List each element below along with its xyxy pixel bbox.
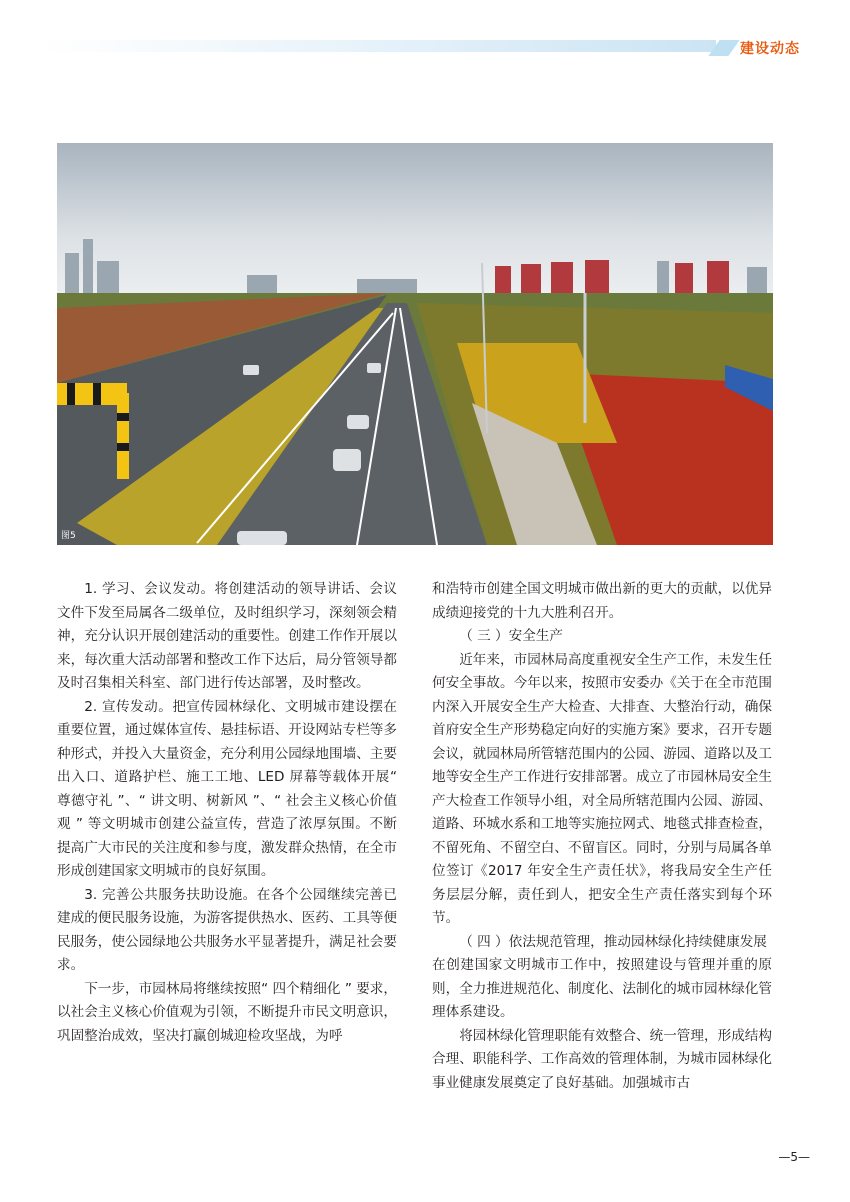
left-column (57, 578, 397, 1048)
paragraph-law: 在创建国家文明城市工作中，按照建设与管理并重的原则，全力推进规范化、制度化、法制化的城市园林绿化管理体系建设。 (432, 957, 772, 1020)
paragraph-management: 将园林绿化管理职能有效整合、统一管理，形成结构合理、职能科学、工作高效的管理体制，为城市园林绿化事业健康发展奠定了良好基础。加强城市古 (432, 1027, 772, 1091)
paragraph-next-step: 下一步，市园林局将继续按照“ 四个精细化 ” 要求，以社会主义核心价值观为引领，不断提升市民文明意识，巩固整治成效，坚决打赢创城迎检攻坚战，为呼 (57, 980, 397, 1044)
heading-law: （ 四 ）依法规范管理，推动园林绿化持续健康发展 (459, 933, 767, 950)
paragraph-continuation: 和浩特市创建全国文明城市做出新的更大的贡献，以优异成绩迎接党的十九大胜利召开。 (432, 581, 772, 621)
road-photo (57, 143, 773, 545)
page-number: —5— (778, 1150, 810, 1164)
paragraph-study: 1. 学习、会议发动。将创建活动的领导讲话、会议文件下发至局属各二级单位，及时组织学习，深刻领会精神，充分认识开展创建活动的重要性。创建工作作开展以来，每次重大活动部署和整改工作下达后，局分管领导都及时召集相关科室、部门进行传达部署，及时整改。 (57, 581, 397, 691)
right-column (432, 578, 772, 1095)
header-band (40, 40, 740, 52)
paragraph-safety: 近年来，市园林局高度重视安全生产工作，未发生任何安全事故。今年以来，按照市安委办《关于在全市范围内深入开展安全生产大检查、大排查、大整治行动，确保首府安全生产形势稳定向好的实施方案》要求，召开专题会议，就园林局所管辖范围内的公园、游园、道路以及工地等安全生产工作进行安排部署。成立了市园林局安全生产大检查工作领导小组，对全局所辖范围内公园、游园、道路、环城水系和工地等实施拉网式、地毯式排查检查，不留死角、不留空白、不留盲区。同时，分别与局属各单位签订《2017 年安全生产责任状》，将我局安全生产任务层层分解，责任到人，把安全生产责任落实到每个环节。 (432, 651, 772, 926)
paragraph-public-service: 3. 完善公共服务扶助设施。在各个公园继续完善已建成的便民服务设施，为游客提供热水、医药、工具等便民服务，使公园绿地公共服务水平显著提升，满足社会要求。 (57, 886, 397, 973)
road-photo-illustration (57, 143, 773, 545)
paragraph-publicity: 2. 宣传发动。把宣传园林绿化、文明城市建设摆在重要位置，通过媒体宣传、悬挂标语、开设网站专栏等多种形式，并投入大量资金，充分利用公园绿地围墙、主要出入口、道路护栏、施工工地、LED 屏幕等载体开展“ 尊德守礼 ”、“ 讲文明、树新风 ”、“ 社会主义核心价值观 ” 等文明城市创建公益宣传，营造了浓厚氛围。不断提高广大市民的关注度和参与度，激发群众热情，在全市形成创建国家文明城市的良好氛围。 (57, 698, 397, 879)
section-title: 建设动态 (740, 41, 800, 57)
photo-caption: 图5 (61, 531, 76, 541)
heading-safety: （ 三 ）安全生产 (459, 628, 563, 644)
